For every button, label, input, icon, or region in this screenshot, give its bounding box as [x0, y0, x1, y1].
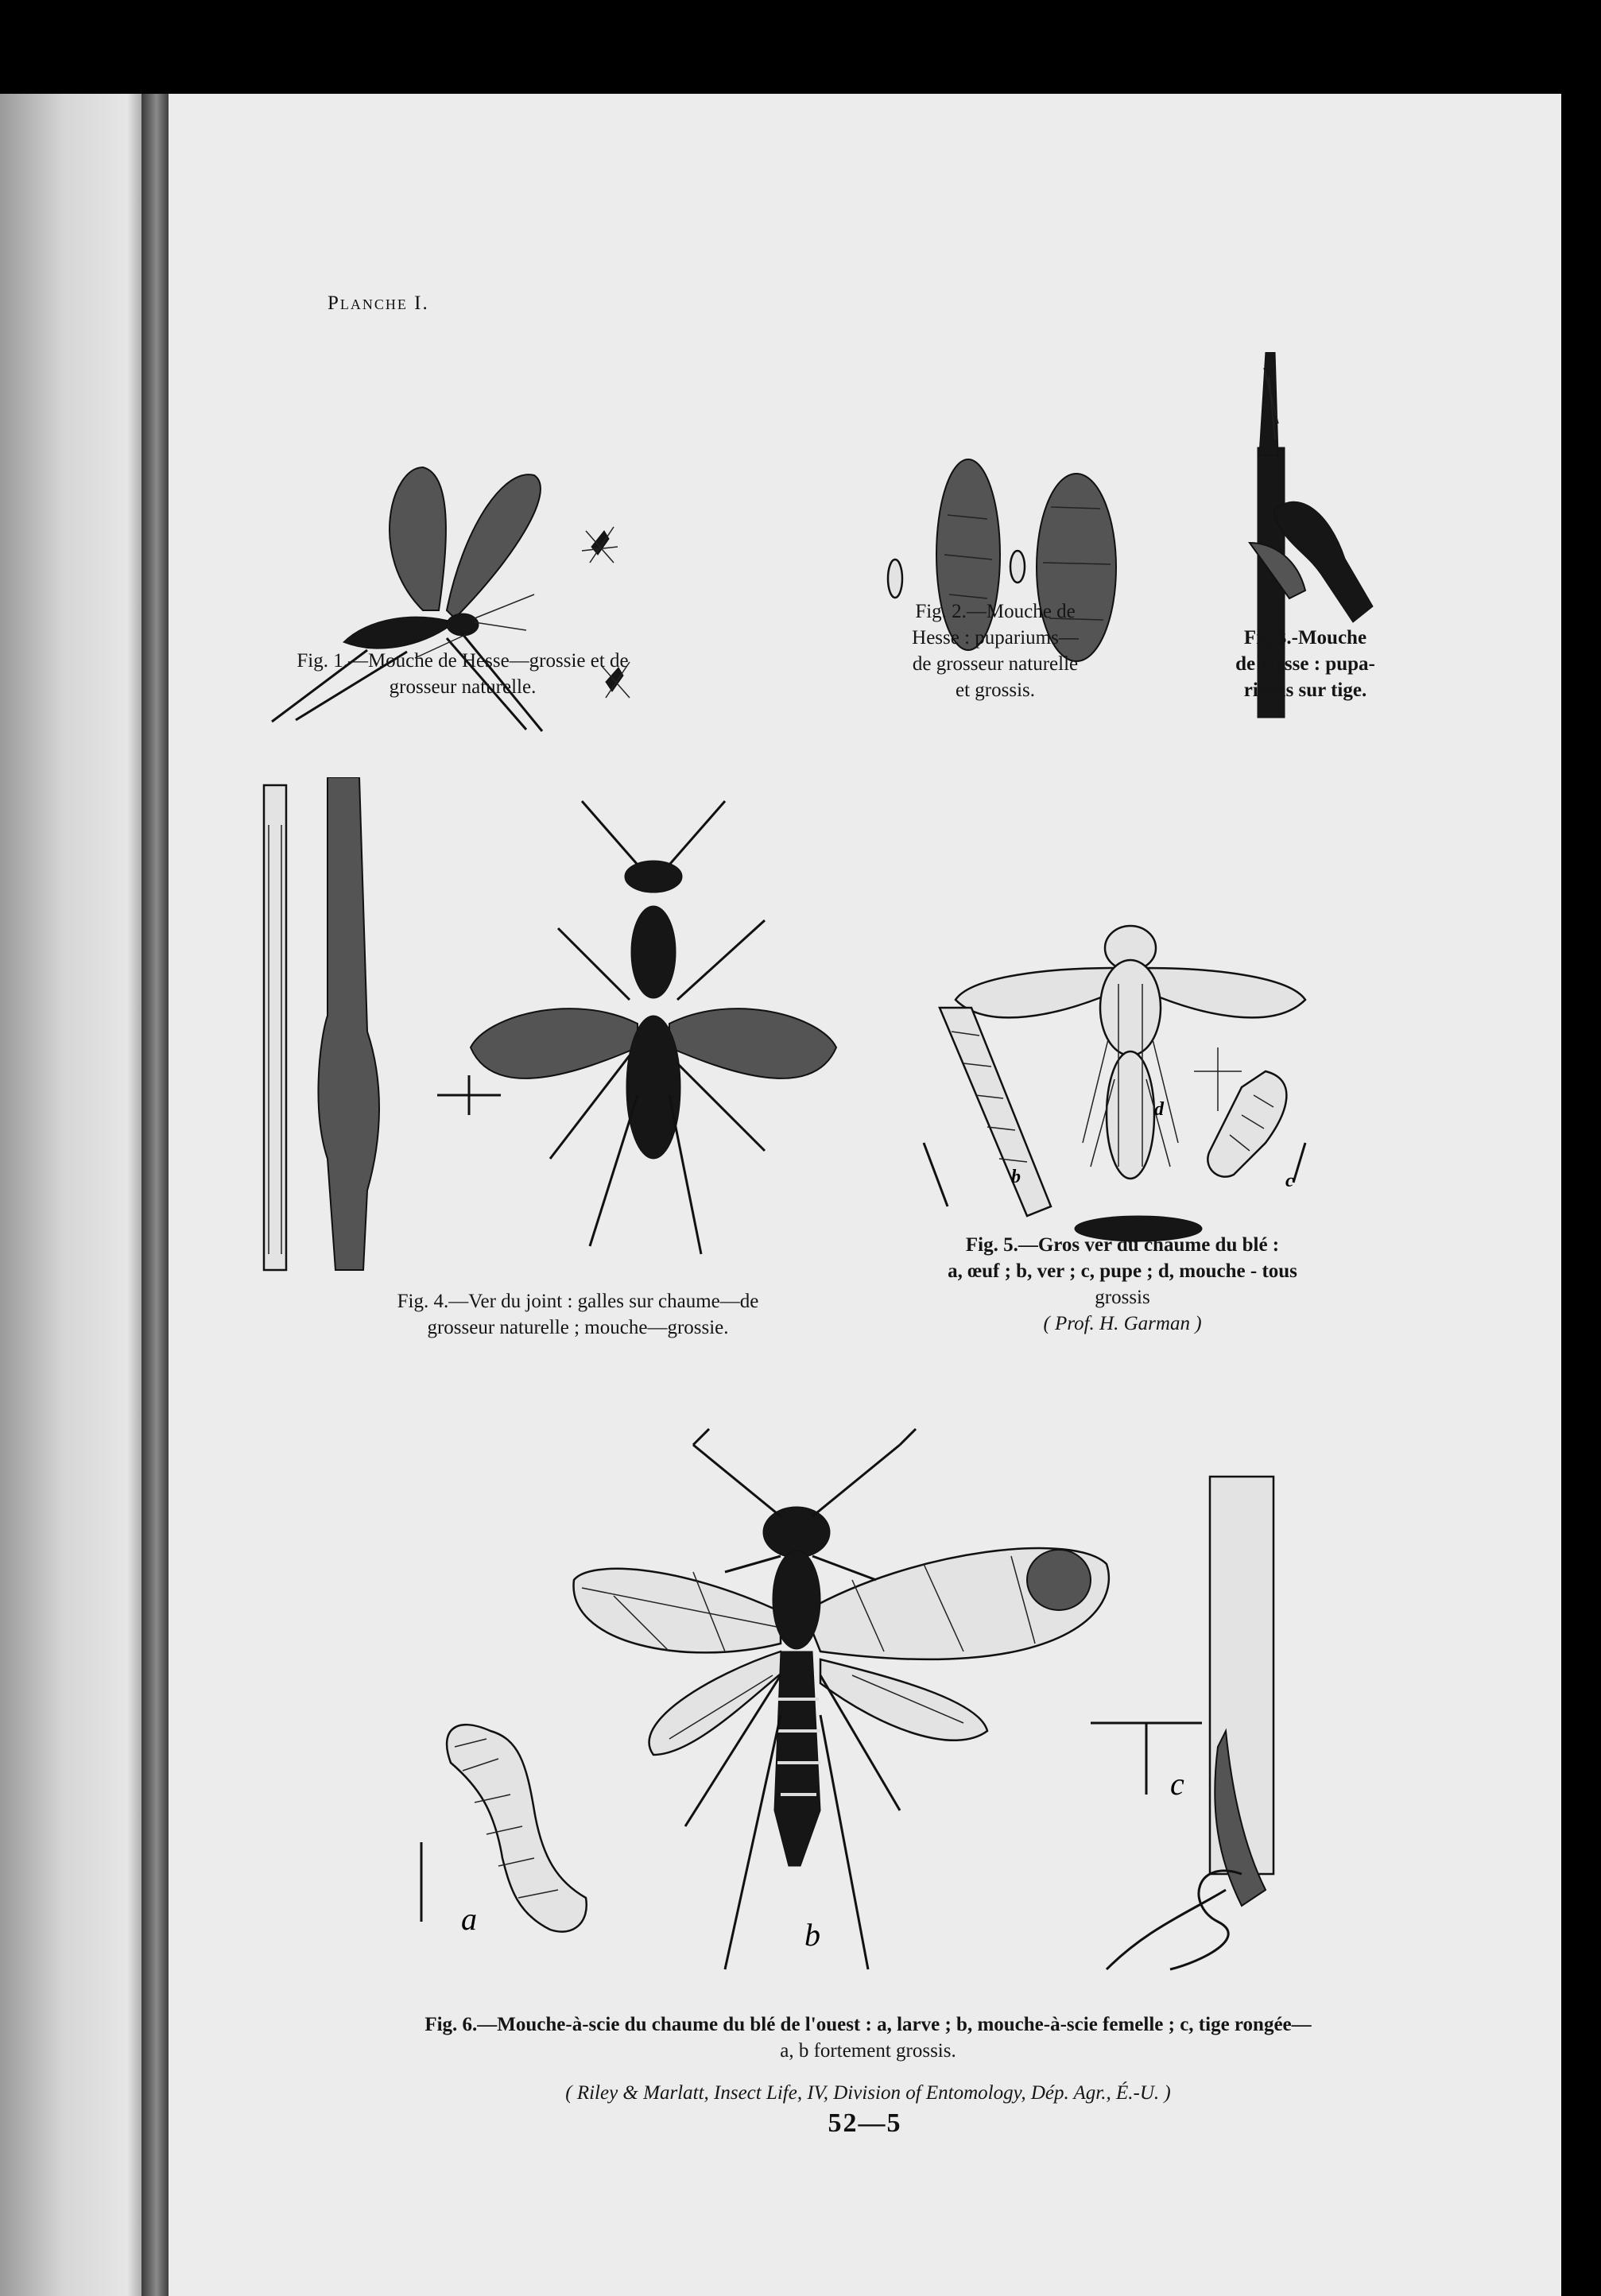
fig5-caption-line3: grossis [1095, 1287, 1150, 1308]
fig4-joint-worm-illustration [248, 777, 884, 1286]
fig5-caption-line1: Fig. 5.—Gros ver du chaume du blé : [965, 1234, 1280, 1256]
fig1-caption-line2: grosseur naturelle. [389, 676, 537, 698]
page-number: 52—5 [828, 2108, 902, 2138]
fig6-wheat-stem-sawfly-illustration [407, 1413, 1401, 1993]
fig6-caption-line2: a, b fortement grossis. [780, 2040, 956, 2062]
fig3-caption-line3: riums sur tige. [1243, 680, 1367, 701]
fig3-caption-line2: de Hesse : pupa- [1235, 653, 1375, 675]
fig3-caption [1206, 625, 1405, 703]
fig5-caption [900, 1232, 1345, 1337]
fig2-caption [860, 598, 1130, 703]
fig1-caption-line1: Fig. 1.—Mouche de Hesse—grossie et de [297, 650, 629, 672]
fig5-credit: ( Prof. H. Garman ) [1043, 1313, 1202, 1334]
fig1-caption [240, 648, 685, 700]
fig4-caption-line2: grosseur naturelle ; mouche—grossie. [427, 1317, 729, 1338]
fig5-letter-d: d [1154, 1099, 1164, 1120]
fig2-caption-line1: Fig. 2.—Mouche de [915, 601, 1076, 622]
fig2-caption-line4: et grossis. [956, 680, 1035, 701]
book-gutter [141, 94, 172, 2296]
plate-title: Planche I. [328, 292, 429, 314]
fig2-caption-line2: Hesse : pupariums— [912, 627, 1079, 649]
fig6-letter-c: c [1170, 1766, 1184, 1802]
fig4-caption-line1: Fig. 4.—Ver du joint : galles sur chaume—de [397, 1291, 759, 1312]
left-page-edge [0, 94, 159, 2296]
fig2-caption-line3: de grosseur naturelle [912, 653, 1079, 675]
fig6-credit: ( Riley & Marlatt, Insect Life, IV, Division of Entomology, Dép. Agr., É.-U. ) [565, 2082, 1171, 2104]
fig6-letter-a: a [461, 1901, 477, 1937]
fig6-caption-line1: Fig. 6.—Mouche-à-scie du chaume du blé de l'ouest : a, larve ; b, mouche-à-scie femelle ; c, tige rongée— [424, 2014, 1312, 2035]
plate-page [169, 94, 1561, 2296]
fig5-caption-line2: a, œuf ; b, ver ; c, pupe ; d, mouche - tous [948, 1260, 1297, 1282]
fig5-letter-b: b [1011, 1167, 1021, 1187]
fig5-letter-c: c [1285, 1171, 1294, 1191]
fig4-caption [292, 1288, 864, 1341]
fig3-caption-line1: Fig 3.-Mouche [1243, 627, 1367, 649]
fig6-letter-b: b [804, 1917, 820, 1953]
fig6-caption [232, 2011, 1504, 2064]
fig5-wheat-stem-maggot-illustration [900, 904, 1345, 1246]
